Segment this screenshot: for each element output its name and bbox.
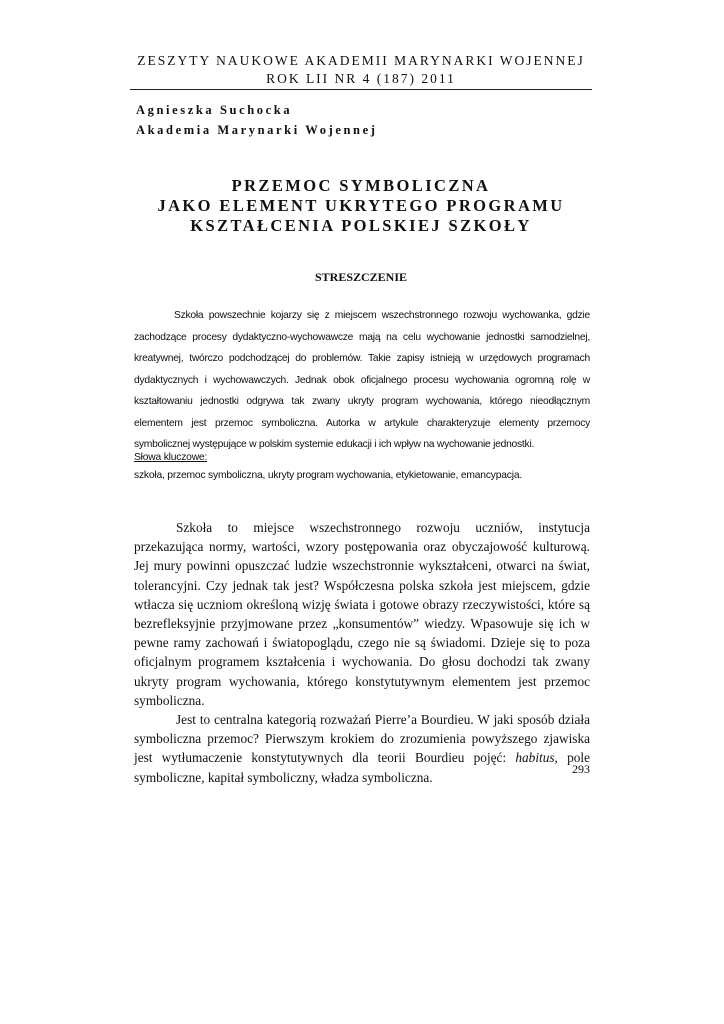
body-paragraph-1: Szkoła to miejsce wszechstronnego rozwoju uczniów, instytucja przekazująca normy, wartości, wzory postępowania oraz obyczajowość kulturową. Jej mury powinni opuszczać ludzie wszechstronnie wykształceni, otwarci na świat, tolerancyjni. Czy jednak tak jest? Współczesna polska szkoła jest miejscem, gdzie wtłacza się uczniom określoną wizję świata i gotowe obrazy rzeczywistości, które są bezrefleksyjnie przyjmowane przez „konsumentów” wiedzy. Wpasowuje się ich w pewne ramy zachowań i światopoglądu, czego nie są świadomi. Dzieje się to poza oficjalnym programem kształcenia i wychowania. Do głosu dochodzi tak zwany ukryty program wychowania, którego konstytutywnym elementem jest przemoc symboliczna. bbox=[134, 520, 590, 708]
paragraph-2-end: , pole symboliczne, kapitał symboliczny, władza symboliczna. bbox=[134, 750, 590, 785]
page-number: 293 bbox=[572, 762, 590, 776]
abstract-heading: STRESZCZENIE bbox=[314, 270, 408, 284]
journal-header bbox=[130, 52, 592, 88]
title-line-2: JAKO ELEMENT UKRYTEGO PROGRAMU bbox=[157, 196, 565, 215]
keywords-label: Słowa kluczowe: bbox=[134, 452, 208, 463]
habitus-term: habitus bbox=[515, 750, 555, 766]
author-name: Agnieszka Suchocka bbox=[136, 103, 293, 117]
article-title bbox=[130, 176, 592, 236]
author-block bbox=[136, 100, 378, 140]
title-line-3: KSZTAŁCENIA POLSKIEJ SZKOŁY bbox=[190, 216, 532, 235]
abstract-paragraph bbox=[134, 305, 590, 456]
author-affiliation: Akademia Marynarki Wojennej bbox=[136, 123, 378, 137]
journal-title: ZESZYTY NAUKOWE AKADEMII MARYNARKI WOJENNEJ bbox=[137, 53, 585, 68]
paragraph-2-start: Jest to centralna kategorią rozważań Pierre’a Bourdieu. W jaki sposób działa symboliczna przemoc? Pierwszym krokiem do zrozumienia powyższego zjawiska jest wytłumaczenie konstytutywnych dla teorii Bourdieu pojęć: bbox=[134, 712, 590, 766]
abstract-text: Szkoła powszechnie kojarzy się z miejscem wszechstronnego rozwoju wychowanka, gdzie zachodzące procesy dydaktyczno-wychowawcze mają na celu wychowanie jednostki samodzielnej, kreatywnej, twórczo podchodzącej do problemów. Takie zapisy istnieją w urzędowych programach dydaktycznych i wychowawczych. Jednak obok oficjalnego procesu wychowania ogromną rolę w kształtowaniu jednostki odgrywa tak zwany ukryty program wychowania, którego nieodłącznym elementem jest przemoc symboliczna. Autorka w artykule charakteryzuje elementy przemocy symbolicznej występujące w polskim systemie edukacji i ich wpływ na wychowanie jednostki. bbox=[134, 310, 590, 450]
body-paragraph-2 bbox=[134, 710, 590, 787]
journal-issue: ROK LII NR 4 (187) 2011 bbox=[266, 71, 456, 86]
title-line-1: PRZEMOC SYMBOLICZNA bbox=[231, 176, 491, 195]
header-divider bbox=[130, 89, 592, 90]
body-text bbox=[134, 518, 590, 787]
keywords-list: szkoła, przemoc symboliczna, ukryty program wychowania, etykietowanie, emancypacja. bbox=[134, 470, 523, 481]
